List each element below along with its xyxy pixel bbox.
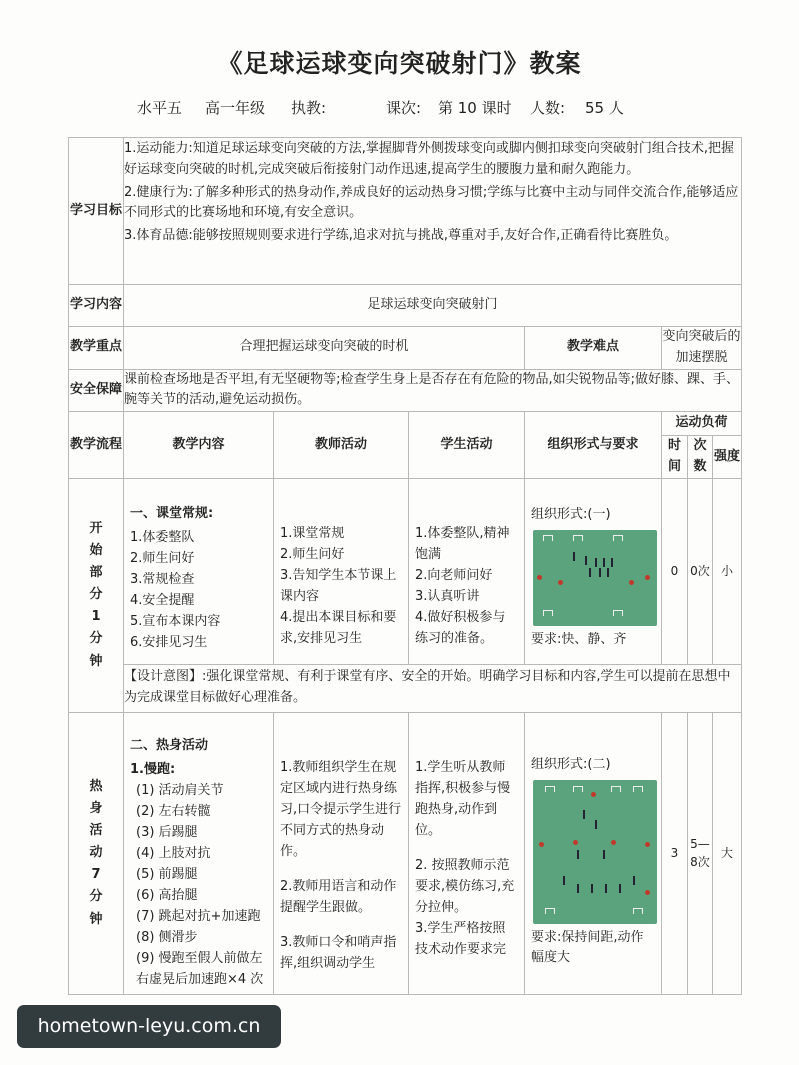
list-item: (3) 后踢腿: [136, 824, 198, 840]
list-item: 5.宣布本课内容: [130, 613, 221, 629]
meta-lesson-value: 第 10 课时: [438, 99, 512, 117]
formation-diagram-1: [533, 530, 657, 626]
org-requirement: 要求:保持间距,动作幅度大: [531, 929, 644, 966]
objectives-text: [124, 138, 742, 285]
org-requirement: 要求:快、静、齐: [531, 631, 627, 647]
meta-level: 水平五: [137, 99, 183, 117]
org-form-label: 组织形式:(二): [531, 756, 611, 772]
objective-item: 1.运动能力:知道足球运球变向突破的方法,掌握脚背外侧拨球变向或脚内侧扣球变向突破射门组合技术,把握好运球变向突破的时机,完成突破后衔接射门动作迅速,提高学生的腰腹力量和耐久跑能力。: [124, 141, 735, 177]
meta-count-value: 55 人: [585, 99, 624, 117]
safety-label: 安全保障: [69, 369, 124, 412]
list-item: 3.学生严格按照技术动作要求完: [415, 920, 507, 957]
formation-diagram-2: [533, 780, 657, 924]
list-item: 2. 按照教师示范要求,模仿练习,充分拉伸。: [415, 857, 515, 915]
col-reps: 次数: [688, 436, 713, 479]
part1-design-intent: 【设计意图】:强化课堂常规、有利于课堂有序、安全的开始。明确学习目标和内容,学生可以提前在思想中为完成课堂目标做好心理准备。: [124, 664, 742, 712]
list-item: 1.学生听从教师指挥,积极参与慢跑热身,动作到位。: [415, 759, 511, 838]
list-item: (4) 上肢对抗: [136, 845, 211, 861]
list-item: (1) 活动肩关节: [136, 782, 224, 798]
part2-label: 热 身 活 动 7 分 钟: [69, 712, 124, 994]
list-item: 1.体委整队: [130, 529, 195, 545]
page-title: 《足球运球变向突破射门》教案: [217, 49, 582, 78]
list-item: 3.教师口令和哨声指挥,组织调动学生: [280, 934, 397, 971]
part1-org: [525, 478, 662, 664]
part1-reps: 0次: [688, 478, 713, 664]
list-item: 2.师生问好: [280, 546, 345, 562]
part1-student: [409, 478, 525, 664]
key-value: 合理把握运球变向突破的时机: [124, 327, 525, 370]
safety-value: 课前检查场地是否平坦,有无坚硬物等;检查学生身上是否存在有危险的物品,如尖锐物品等;做好膝、踝、手、腕等关节的活动,避免运动损伤。: [124, 369, 742, 412]
part1-label: 开 始 部 分 1 分 钟: [69, 478, 124, 712]
col-student: 学生活动: [409, 412, 525, 479]
meta-grade: 高一年级: [205, 99, 266, 117]
part2-sub-title: 1.慢跑:: [130, 761, 176, 777]
org-form-label: 组织形式:(一): [531, 506, 611, 522]
objective-item: 3.体育品德:能够按照规则要求进行学练,追求对抗与挑战,尊重对手,友好合作,正确看待比赛胜负。: [124, 228, 678, 244]
part1-time: 0: [662, 478, 688, 664]
col-org: 组织形式与要求: [525, 412, 662, 479]
list-item: (9) 慢跑至假人前做左右虚晃后加速跑×4 次: [136, 950, 264, 987]
content-label: 学习内容: [69, 285, 124, 327]
watermark-badge: hometown-leyu.com.cn: [17, 1005, 281, 1048]
difficult-value: 变向突破后的加速摆脱: [662, 327, 742, 370]
part1-intensity: 小: [713, 478, 742, 664]
col-teacher: 教师活动: [274, 412, 409, 479]
list-item: (6) 高抬腿: [136, 887, 198, 903]
list-item: 3.常规检查: [130, 571, 195, 587]
difficult-label: 教学难点: [525, 327, 662, 370]
col-flow: 教学流程: [69, 412, 124, 479]
meta-count-label: 人数:: [530, 99, 566, 117]
list-item: 2.向老师问好: [415, 567, 493, 583]
part2-content: [124, 712, 274, 994]
part2-student: [409, 712, 525, 994]
list-item: 1.体委整队,精神饱满: [415, 525, 510, 562]
content-value: 足球运球变向突破射门: [124, 285, 742, 327]
objective-item: 2.健康行为:了解多种形式的热身动作,养成良好的运动热身习惯;学练与比赛中主动与同伴交流合作,能够适应不同形式的比赛场地和环境,有安全意识。: [124, 184, 739, 221]
list-item: 2.师生问好: [130, 550, 195, 566]
list-item: 3.告知学生本节课上课内容: [280, 567, 397, 604]
part2-reps: 5—8次: [688, 712, 713, 994]
col-load: 运动负荷: [662, 412, 742, 436]
list-item: (7) 跳起对抗+加速跑: [136, 908, 261, 924]
list-item: 1.课堂常规: [280, 525, 345, 541]
col-time: 时间: [662, 436, 688, 479]
list-item: 1.教师组织学生在规定区域内进行热身练习,口令提示学生进行不同方式的热身动作。: [280, 759, 402, 859]
list-item: 4.做好积极参与练习的准备。: [415, 609, 506, 646]
list-item: (5) 前踢腿: [136, 866, 198, 882]
meta-lesson-label: 课次:: [386, 99, 422, 117]
part1-content: [124, 478, 274, 664]
part2-intensity: 大: [713, 712, 742, 994]
part2-section-title: 二、热身活动: [130, 737, 209, 753]
list-item: 3.认真听讲: [415, 588, 480, 604]
meta-teacher-label: 执教:: [291, 99, 327, 117]
list-item: 2.教师用语言和动作提醒学生跟做。: [280, 878, 397, 915]
list-item: (8) 侧滑步: [136, 929, 198, 945]
part1-section-title: 一、课堂常规:: [130, 505, 214, 521]
part2-teacher: [274, 712, 409, 994]
list-item: (2) 左右转髋: [136, 803, 211, 819]
list-item: 4.提出本课目标和要求,安排见习生: [280, 609, 397, 646]
list-item: 6.安排见习生: [130, 634, 208, 650]
part2-time: 3: [662, 712, 688, 994]
lesson-plan-table: [68, 137, 742, 995]
part1-teacher: [274, 478, 409, 664]
part2-org: [525, 712, 662, 994]
col-content: 教学内容: [124, 412, 274, 479]
key-label: 教学重点: [69, 327, 124, 370]
list-item: 4.安全提醒: [130, 592, 195, 608]
objectives-label: 学习目标: [69, 138, 124, 285]
col-intensity: 强度: [713, 436, 742, 479]
